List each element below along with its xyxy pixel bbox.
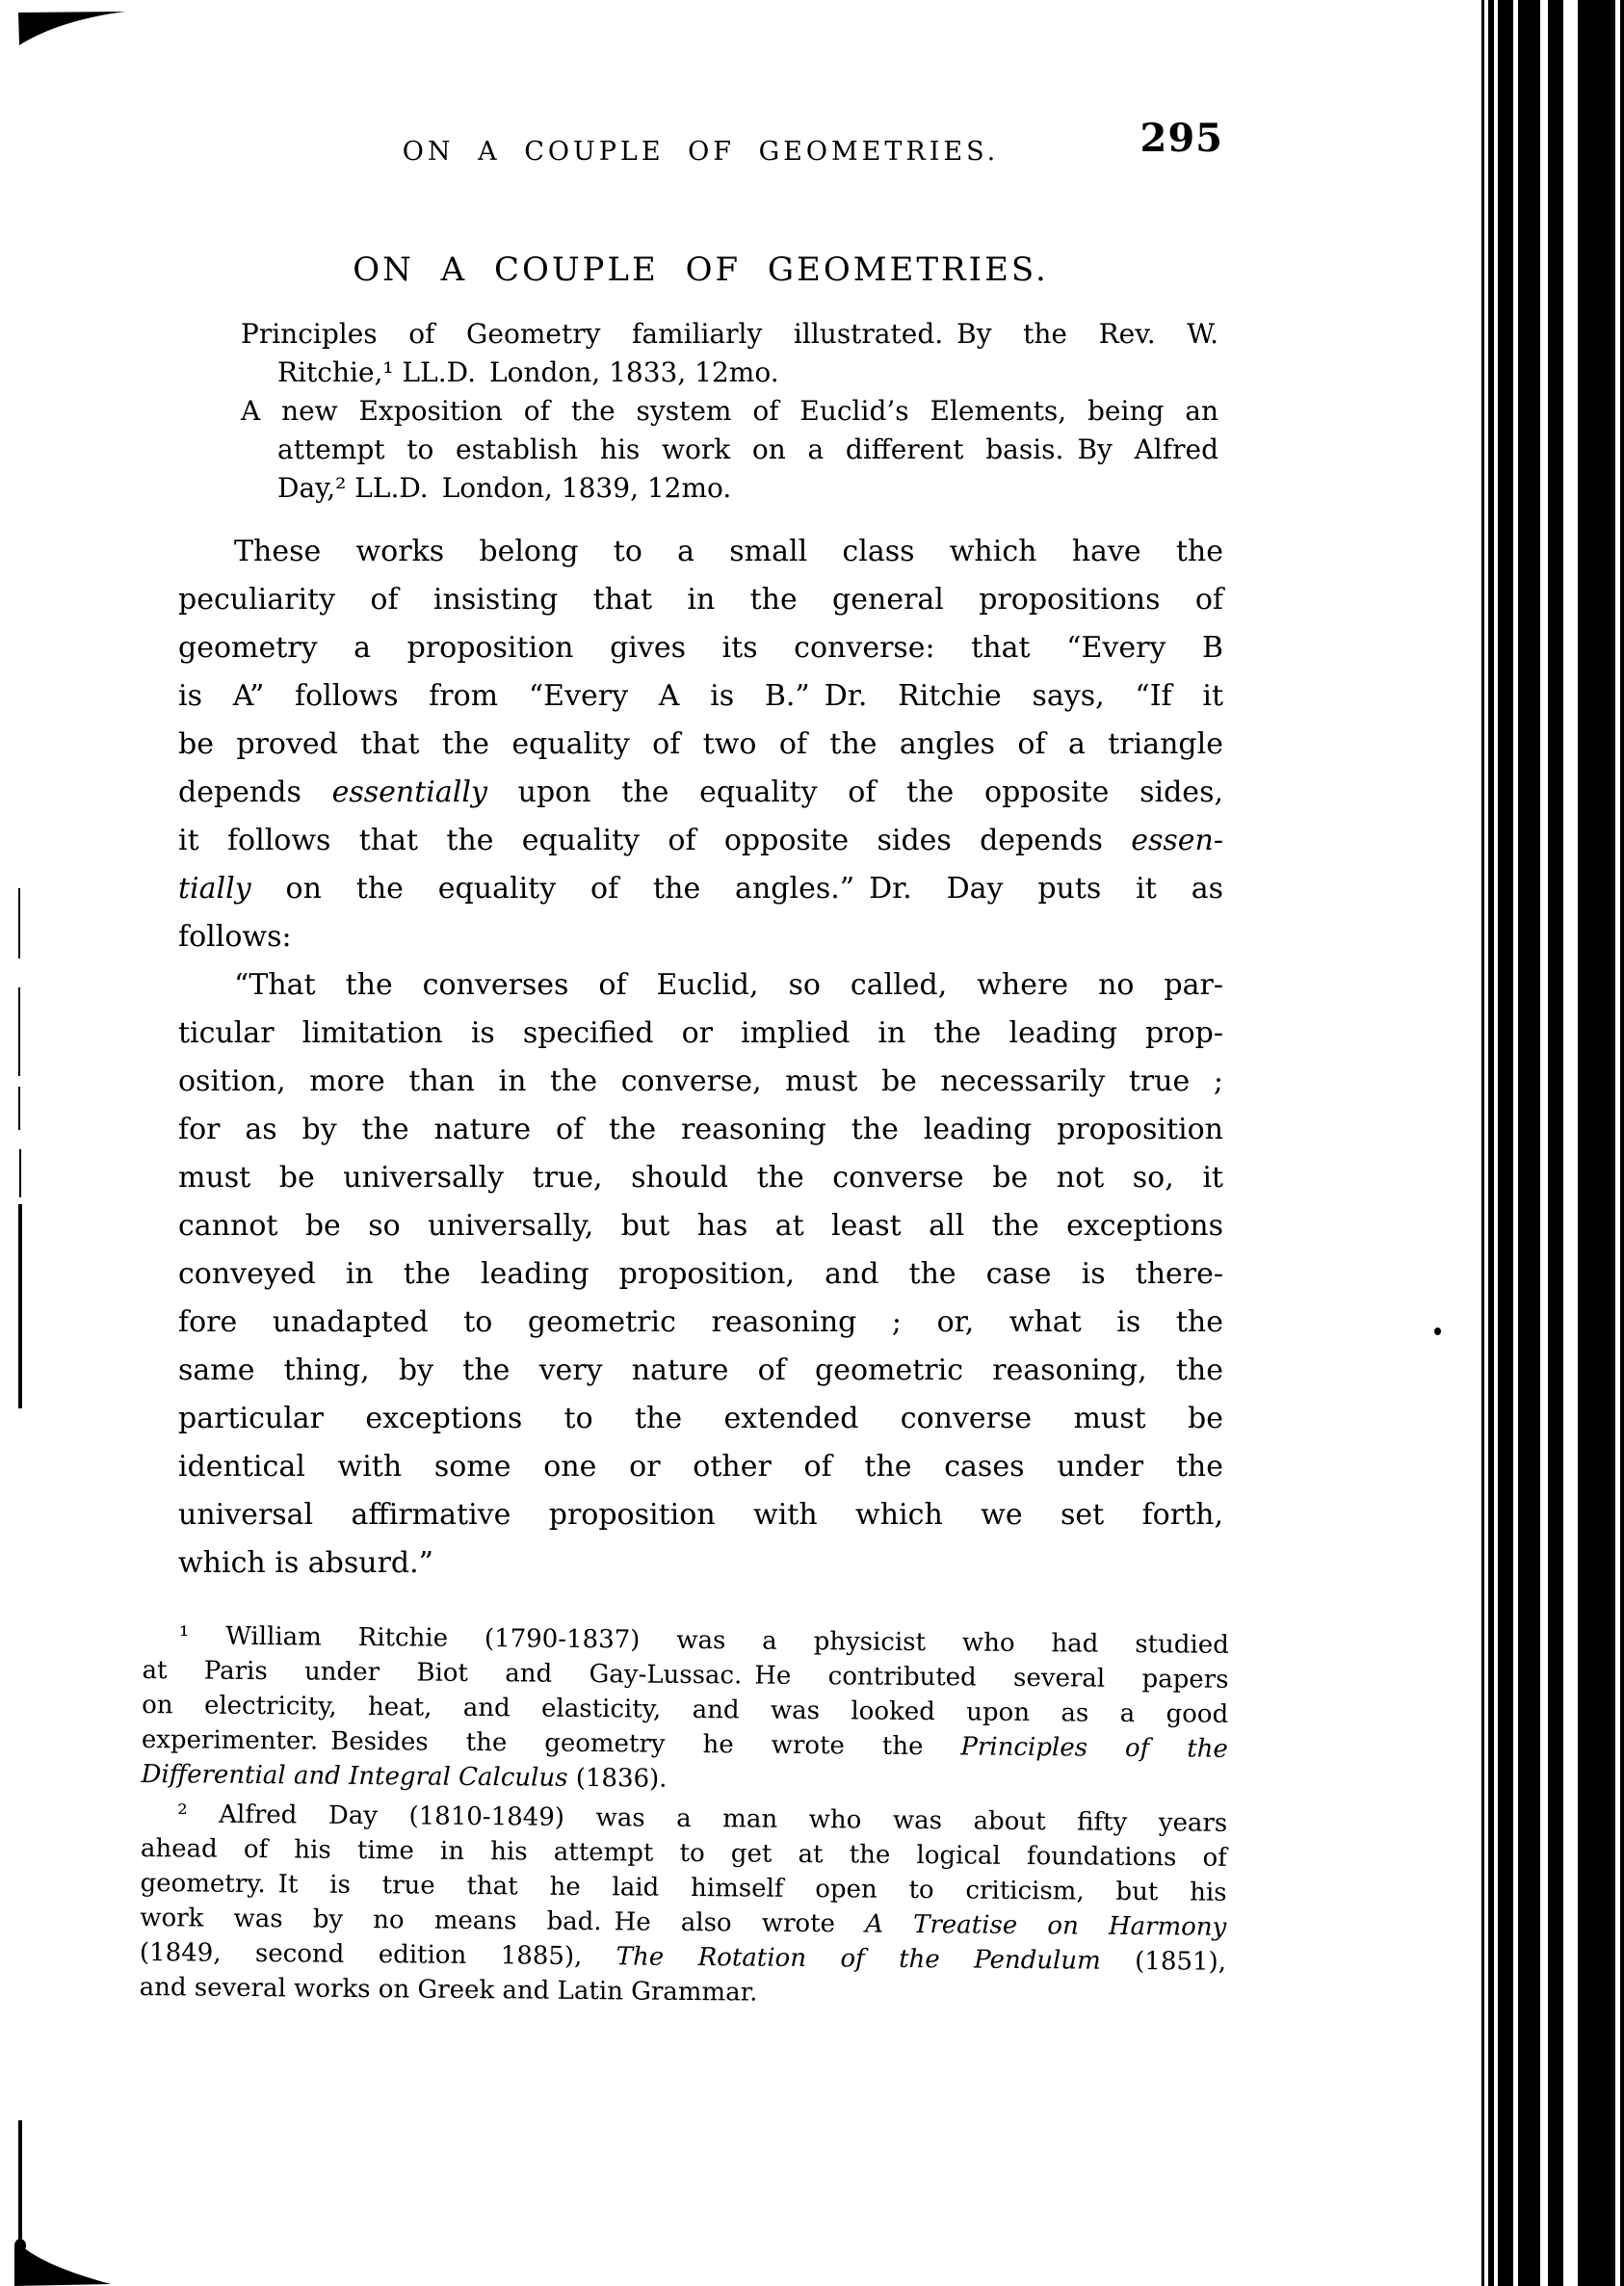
text-line: work was by no means bad. He also wrote A Treatise on Harmony [140, 1903, 1227, 1942]
bibliography-entry [241, 392, 1218, 508]
text-line: ² Alfred Day (1810-1849) was a man who was about fifty years [177, 1800, 1228, 1838]
text-line: tially on the equality of the angles.” Dr. Day puts it as [178, 872, 1223, 906]
text-line: particular exceptions to the extended converse must be [178, 1402, 1223, 1435]
footnotes [140, 1618, 1229, 2014]
text-line: Differential and Integral Calculus (1836). [141, 1759, 668, 1794]
text-line: (1849, second edition 1885), The Rotation of the Pendulum (1851), [139, 1937, 1227, 1977]
text-line: peculiarity of insisting that in the general propositions of [178, 583, 1223, 617]
text-line: at Paris under Biot and Gay-Lussac. He contributed several papers [142, 1655, 1229, 1695]
text-line: be proved that the equality of two of the angles of a triangle [178, 727, 1223, 761]
scan-artifact-binding-band [1481, 0, 1624, 2286]
text-line: must be universally true, should the converse be not so, it [178, 1161, 1223, 1195]
text-line: which is absurd.” [178, 1546, 434, 1580]
text-line: Day,² LL.D. London, 1839, 12mo. [277, 472, 732, 504]
text-line: identical with some one or other of the cases under the [178, 1450, 1223, 1484]
text-line: depends essentially upon the equality of the opposite sides, [178, 775, 1223, 809]
text-line: Principles of Geometry familiarly illustrated. By the Rev. W. [241, 318, 1218, 350]
text-line: fore unadapted to geometric reasoning ; or, what is the [178, 1305, 1223, 1339]
text-line: on electricity, heat, and elasticity, and was looked upon as a good [142, 1690, 1229, 1729]
text-line: geometry. It is true that he laid himself open to criticism, but his [140, 1868, 1227, 1907]
scan-artifact-margin-line [18, 987, 20, 1076]
text-column [139, 0, 1229, 2286]
article-title: ON A COUPLE OF GEOMETRIES. [353, 250, 1049, 289]
scan-artifact-bottom-left-curl [0, 2093, 135, 2286]
text-line: universal affirmative proposition with which we set forth, [178, 1498, 1223, 1532]
scan-artifact-margin-line [18, 888, 20, 959]
text-line: osition, more than in the converse, must be necessarily true ; [178, 1064, 1223, 1098]
page-number: 295 [1139, 116, 1223, 161]
article-body [178, 528, 1223, 1588]
running-header: ON A COUPLE OF GEOMETRIES. [402, 137, 1000, 167]
text-line: it follows that the equality of opposite sides depends essen- [178, 824, 1223, 857]
scan-artifact-speck [1434, 1327, 1441, 1335]
text-line: and several works on Greek and Latin Grammar. [139, 1972, 758, 2008]
text-line: attempt to establish his work on a different basis. By Alfred [277, 434, 1218, 465]
text-line: conveyed in the leading proposition, and the case is there- [178, 1257, 1223, 1291]
scan-artifact-margin-line [18, 1087, 20, 1130]
text-line: ahead of his time in his attempt to get at the logical foundations of [140, 1833, 1228, 1873]
scan-artifact-margin-line [19, 1149, 21, 1197]
paragraph [178, 961, 1223, 1588]
footnote [141, 1618, 1229, 1801]
text-line: follows: [178, 920, 292, 954]
text-line: These works belong to a small class which have the [234, 535, 1223, 568]
text-line: “That the converses of Euclid, so called, where no par- [234, 968, 1223, 1002]
bibliography [241, 315, 1218, 508]
text-line: ¹ William Ritchie (1790-1837) was a physicist who had studied [178, 1621, 1229, 1660]
text-line: for as by the nature of the reasoning the leading proposition [178, 1113, 1223, 1146]
scan-artifact-top-left-curl [0, 0, 193, 58]
text-line: is A” follows from “Every A is B.” Dr. Ritchie says, “If it [178, 679, 1223, 713]
text-line: cannot be so universally, but has at least all the exceptions [178, 1209, 1223, 1243]
text-line: experimenter. Besides the geometry he wrote the Principles of the [141, 1724, 1228, 1764]
text-line: A new Exposition of the system of Euclid’s Elements, being an [241, 395, 1218, 427]
text-line: ticular limitation is specified or implied in the leading prop- [178, 1016, 1223, 1050]
bibliography-entry [241, 315, 1218, 392]
footnote [140, 1797, 1228, 2014]
paragraph [178, 528, 1223, 961]
scan-artifact-margin-line [18, 1204, 22, 1408]
text-line: same thing, by the very nature of geometric reasoning, the [178, 1353, 1223, 1387]
text-line: Ritchie,¹ LL.D. London, 1833, 12mo. [277, 356, 779, 388]
text-line: geometry a proposition gives its converse: that “Every B [178, 631, 1223, 665]
